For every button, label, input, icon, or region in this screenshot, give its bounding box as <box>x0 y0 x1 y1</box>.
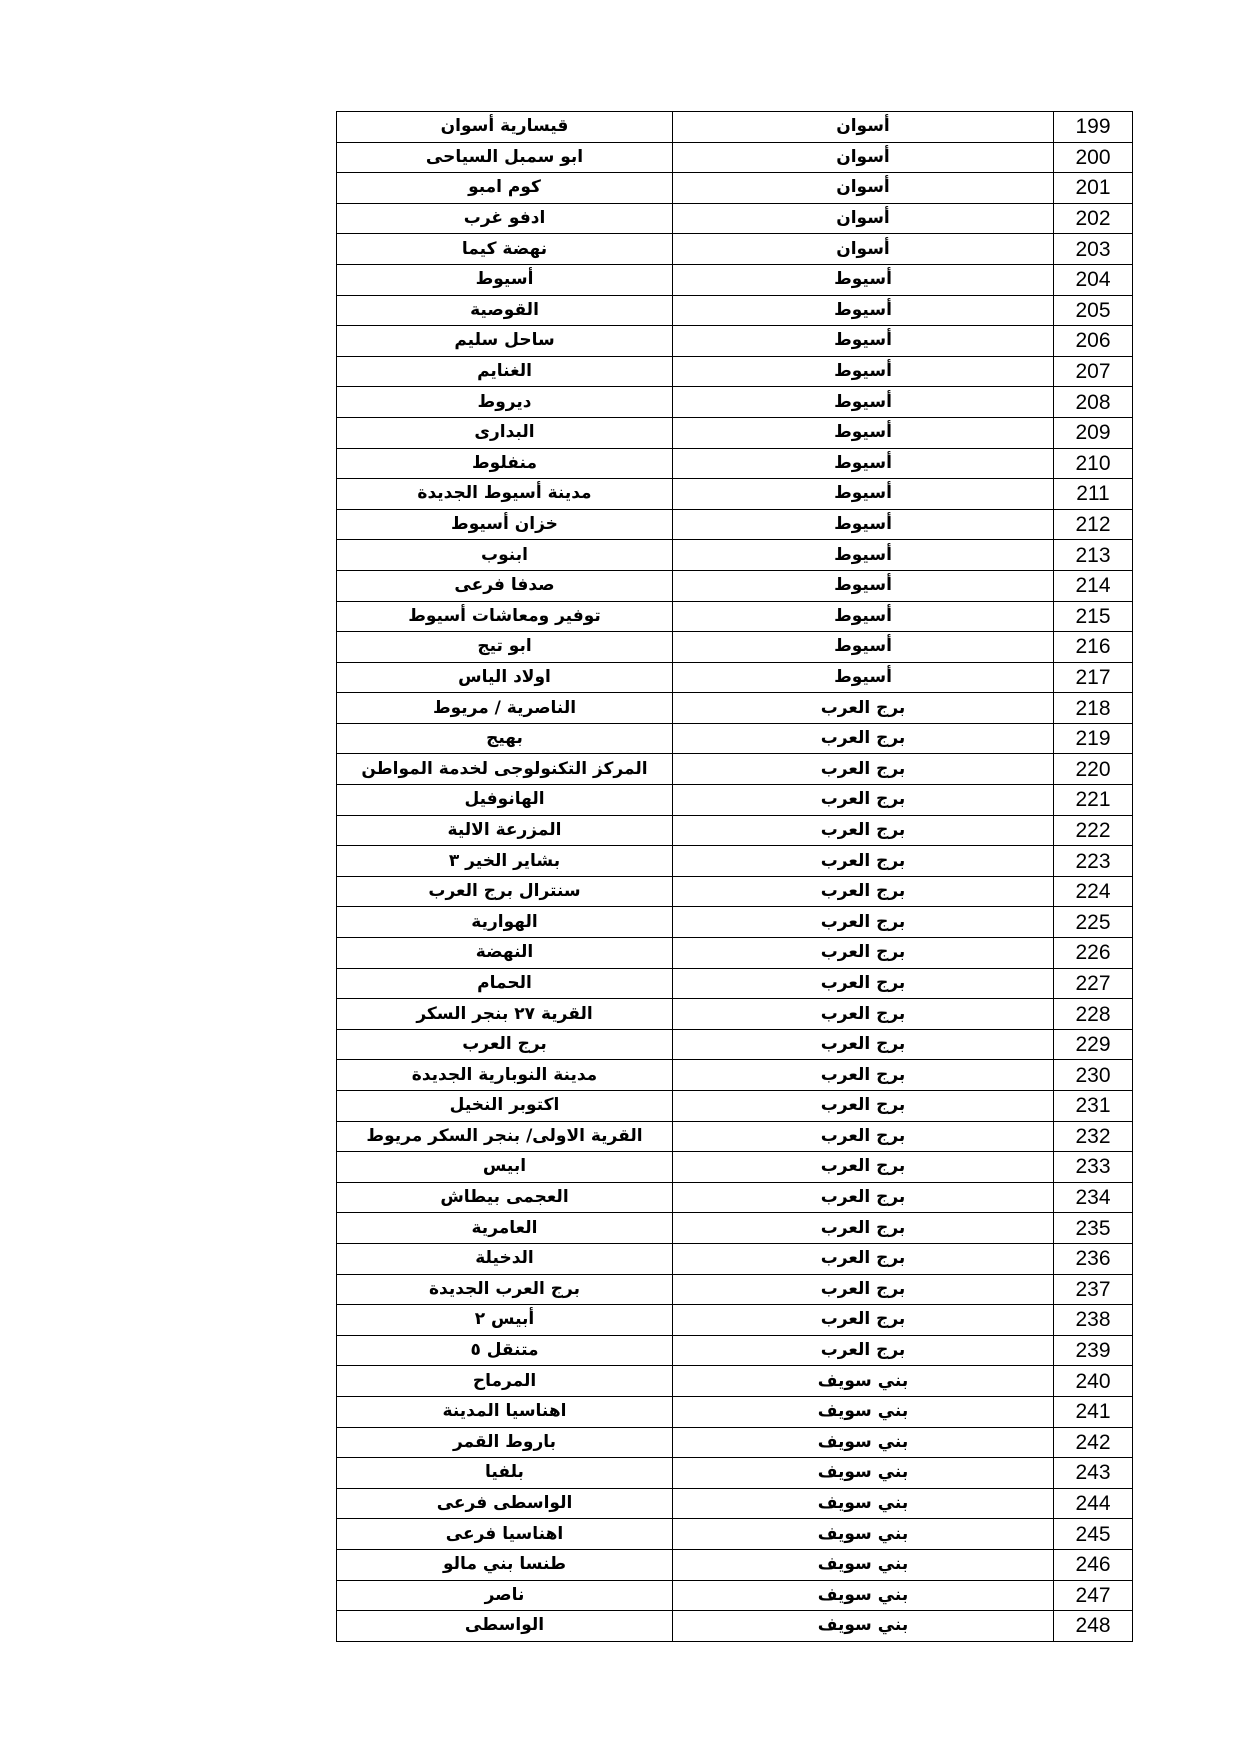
office-cell: العجمى بيطاش <box>337 1182 673 1213</box>
row-number-cell: 205 <box>1054 295 1133 326</box>
row-number-cell: 233 <box>1054 1152 1133 1183</box>
table-row <box>337 264 1133 295</box>
table-row <box>337 112 1133 143</box>
governorate-cell: بني سويف <box>673 1488 1054 1519</box>
governorate-cell: أسيوط <box>673 264 1054 295</box>
offices-table <box>336 111 1133 1642</box>
office-cell: القرية الاولى/ بنجر السكر مريوط <box>337 1121 673 1152</box>
table-row <box>337 1366 1133 1397</box>
office-cell: ديروط <box>337 387 673 418</box>
office-cell: القوصية <box>337 295 673 326</box>
governorate-cell: أسيوط <box>673 387 1054 418</box>
office-cell: الدخيلة <box>337 1243 673 1274</box>
row-number-cell: 244 <box>1054 1488 1133 1519</box>
row-number-cell: 246 <box>1054 1549 1133 1580</box>
row-number-cell: 229 <box>1054 1029 1133 1060</box>
office-cell: ناصر <box>337 1580 673 1611</box>
office-cell: المزرعة الالية <box>337 815 673 846</box>
row-number-cell: 203 <box>1054 234 1133 265</box>
governorate-cell: بني سويف <box>673 1519 1054 1550</box>
row-number-cell: 232 <box>1054 1121 1133 1152</box>
governorate-cell: أسيوط <box>673 601 1054 632</box>
office-cell: كوم امبو <box>337 173 673 204</box>
table-row <box>337 1243 1133 1274</box>
office-cell: اكتوبر النخيل <box>337 1091 673 1122</box>
governorate-cell: برج العرب <box>673 938 1054 969</box>
governorate-cell: برج العرب <box>673 1060 1054 1091</box>
table-row <box>337 907 1133 938</box>
office-cell: طنسا بني مالو <box>337 1549 673 1580</box>
governorate-cell: أسوان <box>673 234 1054 265</box>
table-row <box>337 173 1133 204</box>
office-cell: متنقل ٥ <box>337 1335 673 1366</box>
row-number-cell: 219 <box>1054 723 1133 754</box>
office-cell: برج العرب الجديدة <box>337 1274 673 1305</box>
office-cell: ابنوب <box>337 540 673 571</box>
office-cell: النهضة <box>337 938 673 969</box>
table-row <box>337 754 1133 785</box>
table-row <box>337 417 1133 448</box>
office-cell: ابو سمبل السياحى <box>337 142 673 173</box>
row-number-cell: 212 <box>1054 509 1133 540</box>
governorate-cell: برج العرب <box>673 1213 1054 1244</box>
table-row <box>337 1274 1133 1305</box>
governorate-cell: أسيوط <box>673 570 1054 601</box>
governorate-cell: أسيوط <box>673 448 1054 479</box>
row-number-cell: 242 <box>1054 1427 1133 1458</box>
table-row <box>337 1182 1133 1213</box>
row-number-cell: 240 <box>1054 1366 1133 1397</box>
table-row <box>337 846 1133 877</box>
table-row <box>337 1060 1133 1091</box>
governorate-cell: برج العرب <box>673 785 1054 816</box>
office-cell: بشاير الخير ٣ <box>337 846 673 877</box>
office-cell: نهضة كيما <box>337 234 673 265</box>
office-cell: أبيس ٢ <box>337 1305 673 1336</box>
table-row <box>337 479 1133 510</box>
table-row <box>337 1213 1133 1244</box>
governorate-cell: برج العرب <box>673 1029 1054 1060</box>
governorate-cell: أسيوط <box>673 326 1054 357</box>
table-row <box>337 938 1133 969</box>
office-cell: سنترال برج العرب <box>337 876 673 907</box>
governorate-cell: برج العرب <box>673 693 1054 724</box>
governorate-cell: بني سويف <box>673 1458 1054 1489</box>
row-number-cell: 236 <box>1054 1243 1133 1274</box>
row-number-cell: 215 <box>1054 601 1133 632</box>
table-row <box>337 142 1133 173</box>
row-number-cell: 208 <box>1054 387 1133 418</box>
row-number-cell: 237 <box>1054 1274 1133 1305</box>
governorate-cell: أسيوط <box>673 509 1054 540</box>
row-number-cell: 199 <box>1054 112 1133 143</box>
row-number-cell: 221 <box>1054 785 1133 816</box>
office-cell: باروط القمر <box>337 1427 673 1458</box>
office-cell: ابو تيج <box>337 632 673 663</box>
row-number-cell: 222 <box>1054 815 1133 846</box>
table-row <box>337 570 1133 601</box>
governorate-cell: برج العرب <box>673 754 1054 785</box>
row-number-cell: 218 <box>1054 693 1133 724</box>
governorate-cell: أسيوط <box>673 632 1054 663</box>
row-number-cell: 224 <box>1054 876 1133 907</box>
governorate-cell: بني سويف <box>673 1427 1054 1458</box>
office-cell: المرماح <box>337 1366 673 1397</box>
table-row <box>337 509 1133 540</box>
row-number-cell: 231 <box>1054 1091 1133 1122</box>
row-number-cell: 201 <box>1054 173 1133 204</box>
row-number-cell: 235 <box>1054 1213 1133 1244</box>
governorate-cell: أسوان <box>673 173 1054 204</box>
table-row <box>337 815 1133 846</box>
row-number-cell: 243 <box>1054 1458 1133 1489</box>
governorate-cell: أسوان <box>673 142 1054 173</box>
office-cell: الواسطى <box>337 1611 673 1642</box>
governorate-cell: برج العرب <box>673 1305 1054 1336</box>
row-number-cell: 210 <box>1054 448 1133 479</box>
office-cell: الحمام <box>337 968 673 999</box>
office-cell: الهانوفيل <box>337 785 673 816</box>
office-cell: بهيج <box>337 723 673 754</box>
office-cell: المركز التكنولوجى لخدمة المواطن <box>337 754 673 785</box>
row-number-cell: 247 <box>1054 1580 1133 1611</box>
governorate-cell: أسيوط <box>673 540 1054 571</box>
office-cell: البدارى <box>337 417 673 448</box>
governorate-cell: برج العرب <box>673 1335 1054 1366</box>
governorate-cell: أسيوط <box>673 295 1054 326</box>
governorate-cell: برج العرب <box>673 723 1054 754</box>
row-number-cell: 225 <box>1054 907 1133 938</box>
row-number-cell: 234 <box>1054 1182 1133 1213</box>
governorate-cell: برج العرب <box>673 907 1054 938</box>
office-cell: الهوارية <box>337 907 673 938</box>
table-row <box>337 1152 1133 1183</box>
table-row <box>337 693 1133 724</box>
table-row <box>337 540 1133 571</box>
governorate-cell: برج العرب <box>673 1182 1054 1213</box>
row-number-cell: 223 <box>1054 846 1133 877</box>
row-number-cell: 226 <box>1054 938 1133 969</box>
row-number-cell: 230 <box>1054 1060 1133 1091</box>
row-number-cell: 217 <box>1054 662 1133 693</box>
governorate-cell: برج العرب <box>673 876 1054 907</box>
row-number-cell: 206 <box>1054 326 1133 357</box>
row-number-cell: 204 <box>1054 264 1133 295</box>
table-row <box>337 203 1133 234</box>
governorate-cell: بني سويف <box>673 1611 1054 1642</box>
table-row <box>337 1305 1133 1336</box>
office-cell: الغنايم <box>337 356 673 387</box>
office-cell: ساحل سليم <box>337 326 673 357</box>
governorate-cell: بني سويف <box>673 1549 1054 1580</box>
office-cell: اهناسيا فرعى <box>337 1519 673 1550</box>
office-cell: مدينة أسيوط الجديدة <box>337 479 673 510</box>
table-row <box>337 1458 1133 1489</box>
row-number-cell: 238 <box>1054 1305 1133 1336</box>
governorate-cell: برج العرب <box>673 1091 1054 1122</box>
table-row <box>337 1549 1133 1580</box>
governorate-cell: برج العرب <box>673 815 1054 846</box>
governorate-cell: برج العرب <box>673 1243 1054 1274</box>
table-row <box>337 1396 1133 1427</box>
table-row <box>337 662 1133 693</box>
row-number-cell: 211 <box>1054 479 1133 510</box>
table-row <box>337 1091 1133 1122</box>
office-cell: اهناسيا المدينة <box>337 1396 673 1427</box>
table-row <box>337 601 1133 632</box>
office-cell: القرية ٢٧ بنجر السكر <box>337 999 673 1030</box>
governorate-cell: أسوان <box>673 112 1054 143</box>
table-row <box>337 326 1133 357</box>
governorate-cell: أسيوط <box>673 479 1054 510</box>
row-number-cell: 241 <box>1054 1396 1133 1427</box>
governorate-cell: برج العرب <box>673 1121 1054 1152</box>
table-row <box>337 1580 1133 1611</box>
office-cell: الناصرية / مريوط <box>337 693 673 724</box>
governorate-cell: برج العرب <box>673 1274 1054 1305</box>
office-cell: اولاد الياس <box>337 662 673 693</box>
table-row <box>337 1029 1133 1060</box>
row-number-cell: 209 <box>1054 417 1133 448</box>
table-row <box>337 968 1133 999</box>
table-body <box>337 112 1133 1642</box>
office-cell: بلفيا <box>337 1458 673 1489</box>
governorate-cell: برج العرب <box>673 968 1054 999</box>
governorate-cell: أسيوط <box>673 417 1054 448</box>
table-row <box>337 876 1133 907</box>
governorate-cell: أسيوط <box>673 662 1054 693</box>
governorate-cell: أسيوط <box>673 356 1054 387</box>
office-cell: العامرية <box>337 1213 673 1244</box>
office-cell: أسيوط <box>337 264 673 295</box>
table-row <box>337 1611 1133 1642</box>
office-cell: ادفو غرب <box>337 203 673 234</box>
governorate-cell: برج العرب <box>673 846 1054 877</box>
governorate-cell: بني سويف <box>673 1366 1054 1397</box>
office-cell: توفير ومعاشات أسيوط <box>337 601 673 632</box>
row-number-cell: 248 <box>1054 1611 1133 1642</box>
row-number-cell: 220 <box>1054 754 1133 785</box>
row-number-cell: 214 <box>1054 570 1133 601</box>
row-number-cell: 207 <box>1054 356 1133 387</box>
table-row <box>337 999 1133 1030</box>
table-row <box>337 1427 1133 1458</box>
governorate-cell: برج العرب <box>673 999 1054 1030</box>
table-row <box>337 785 1133 816</box>
row-number-cell: 216 <box>1054 632 1133 663</box>
governorate-cell: برج العرب <box>673 1152 1054 1183</box>
row-number-cell: 227 <box>1054 968 1133 999</box>
table-row <box>337 632 1133 663</box>
row-number-cell: 245 <box>1054 1519 1133 1550</box>
governorate-cell: بني سويف <box>673 1396 1054 1427</box>
table-row <box>337 723 1133 754</box>
row-number-cell: 213 <box>1054 540 1133 571</box>
row-number-cell: 228 <box>1054 999 1133 1030</box>
governorate-cell: بني سويف <box>673 1580 1054 1611</box>
office-cell: برج العرب <box>337 1029 673 1060</box>
office-cell: منفلوط <box>337 448 673 479</box>
table-row <box>337 387 1133 418</box>
table-row <box>337 234 1133 265</box>
office-cell: الواسطى فرعى <box>337 1488 673 1519</box>
governorate-cell: أسوان <box>673 203 1054 234</box>
office-cell: ابيس <box>337 1152 673 1183</box>
office-cell: مدينة النوبارية الجديدة <box>337 1060 673 1091</box>
table-row <box>337 295 1133 326</box>
office-cell: صدفا فرعى <box>337 570 673 601</box>
table-row <box>337 356 1133 387</box>
table-row <box>337 1519 1133 1550</box>
table-row <box>337 1488 1133 1519</box>
office-cell: خزان أسيوط <box>337 509 673 540</box>
row-number-cell: 239 <box>1054 1335 1133 1366</box>
office-cell: قيسارية أسوان <box>337 112 673 143</box>
table-row <box>337 448 1133 479</box>
row-number-cell: 200 <box>1054 142 1133 173</box>
table-row <box>337 1121 1133 1152</box>
row-number-cell: 202 <box>1054 203 1133 234</box>
table-row <box>337 1335 1133 1366</box>
